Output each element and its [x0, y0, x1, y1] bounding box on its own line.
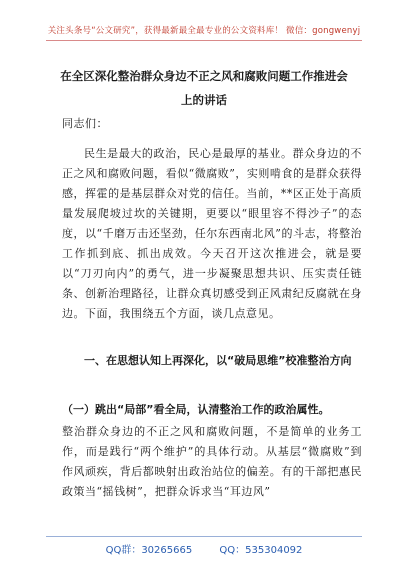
header-promo-note: 关注头条号“公文研究”，获得最新最全最专业的公文资料库！ 微信：gongwenyj: [47, 26, 361, 36]
document-title-line2: 上的讲话: [181, 93, 227, 107]
footer-contact: [0, 541, 408, 556]
section-heading-1: 一、在思想认知上再深化，以“破局思维”校准整治方向: [84, 354, 352, 367]
footer-qq: QQ：535304092: [219, 545, 303, 556]
subsection-heading-1: （一）跳出“局部”看全局，认清整治工作的政治属性。: [62, 403, 330, 416]
footer-divider: [46, 536, 362, 537]
body-paragraph-2: 整治群众身边的不正之风和腐败问题，不是简单的业务工作，而是践行“两个维护”的具体行动。从基层“微腐败”到作风顽疾，背后都映射出政治站位的偏差。有的干部把惠民政策当“摇钱树”，把群众诉求当“耳边风”: [62, 425, 362, 498]
header-divider: [46, 40, 362, 41]
body-paragraph-1: 民生是最大的政治，民心是最厚的基业。群众身边的不正之风和腐败问题，看似“微腐败”，实则啃食的是群众获得感，挥霍的是基层群众对党的信任。当前，**区正处于高质量发展爬坡过坎的关键期，更要以“眼里容不得沙子”的态度，以“千磨万击还坚劲，任尔东西南北风”的斗志，将整治工作抓到底、抓出成效。今天召开这次推进会，就是要以“刀刃向内”的勇气，进一步凝聚思想共识、压实责任链条、创新治理路径，让群众真切感受到正风肃纪反腐就在身边。下面，我围绕五个方面，谈几点意见。: [62, 147, 362, 320]
footer-qq-group: QQ群：30265665: [105, 545, 193, 556]
greeting: 同志们：: [62, 117, 108, 130]
document-title-line1: 在全区深化整治群众身边不正之风和腐败问题工作推进会: [60, 69, 348, 83]
